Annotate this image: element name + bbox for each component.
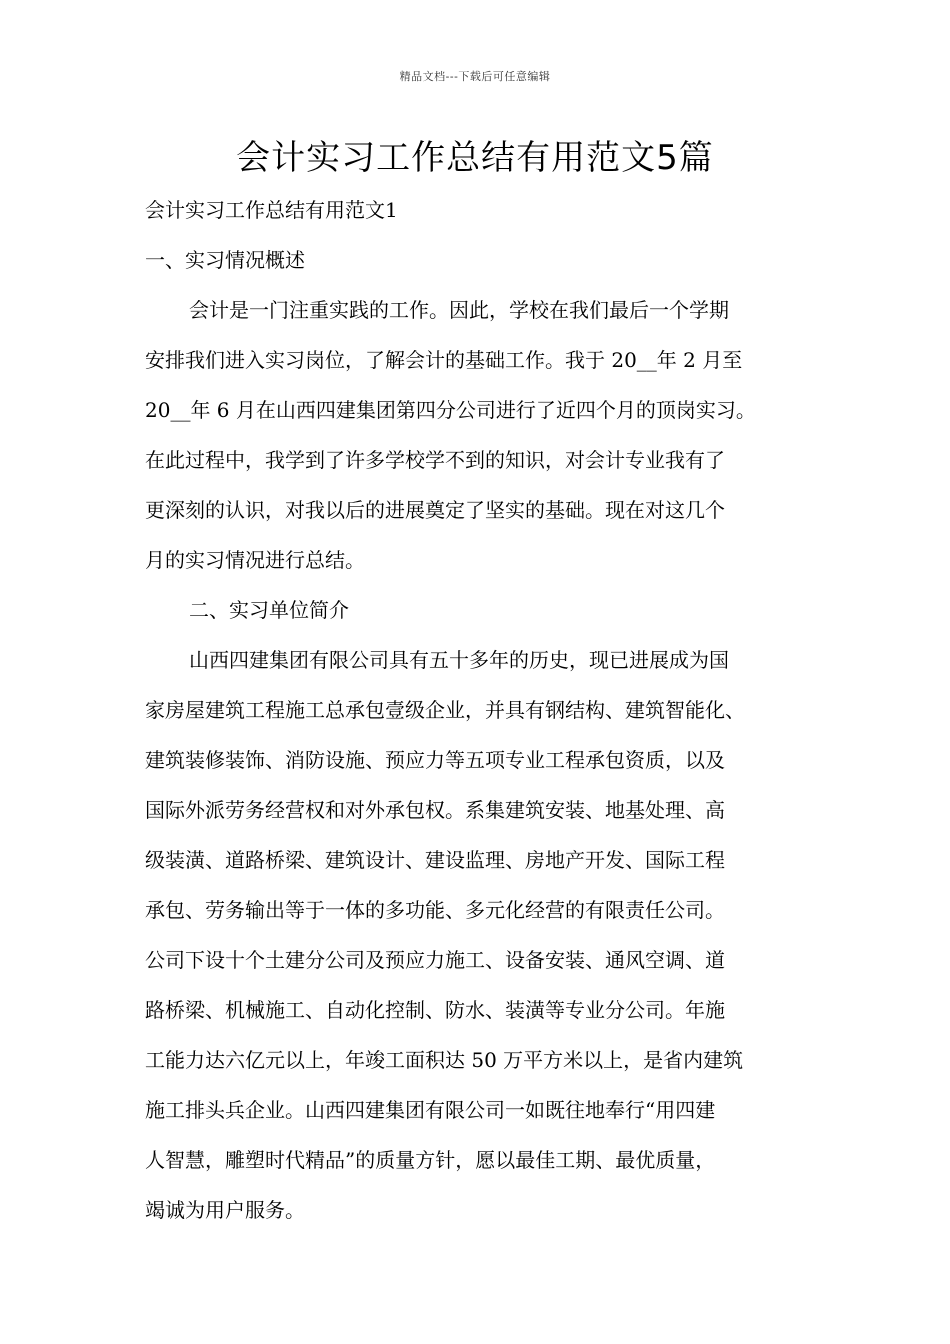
paragraph-line: 工能力达六亿元以上，年竣工面积达 50 万平方米以上，是省内建筑 [145,1048,744,1072]
paragraph-line: 家房屋建筑工程施工总承包壹级企业，并具有钢结构、建筑智能化、 [145,698,745,722]
section-heading-overview: 一、实习情况概述 [145,248,305,272]
paragraph-line: 人智慧，雕塑时代精品”的质量方针，愿以最佳工期、最优质量， [145,1148,716,1172]
paragraph-line: 在此过程中，我学到了许多学校学不到的知识，对会计专业我有了 [145,448,725,472]
paragraph-line: 建筑装修装饰、消防设施、预应力等五项专业工程承包资质，以及 [145,748,725,772]
paragraph-line: 会计是一门注重实践的工作。因此，学校在我们最后一个学期 [189,298,729,322]
paragraph-line: 路桥梁、机械施工、自动化控制、防水、装潢等专业分公司。年施 [145,998,725,1022]
document-title: 会计实习工作总结有用范文5篇 [236,138,714,178]
section-heading-company: 二、实习单位简介 [189,598,349,622]
paragraph-line: 山西四建集团有限公司具有五十多年的历史，现已进展成为国 [189,648,729,672]
paragraph-line: 月的实习情况进行总结。 [145,548,365,572]
paragraph-line: 安排我们进入实习岗位，了解会计的基础工作。我于 20__年 2 月至 [145,348,743,372]
paragraph-line: 承包、劳务输出等于一体的多功能、多元化经营的有限责任公司。 [145,898,725,922]
paragraph-line: 公司下设十个土建分公司及预应力施工、设备安装、通风空调、道 [145,948,725,972]
article-subtitle: 会计实习工作总结有用范文1 [145,198,398,222]
document-body [145,185,817,1235]
paragraph-line: 级装潢、道路桥梁、建筑设计、建设监理、房地产开发、国际工程 [145,848,725,872]
paragraph-line: 国际外派劳务经营权和对外承包权。系集建筑安装、地基处理、高 [145,798,725,822]
paragraph-line: 20__年 6 月在山西四建集团第四分公司进行了近四个月的顶岗实习。 [145,398,756,422]
paragraph-line: 竭诚为用户服务。 [145,1198,305,1222]
paragraph-line: 更深刻的认识，对我以后的进展奠定了坚实的基础。现在对这几个 [145,498,725,522]
header-note: 精品文档---下载后可任意编辑 [399,70,551,83]
paragraph-line: 施工排头兵企业。山西四建集团有限公司一如既往地奉行“用四建 [145,1098,716,1122]
